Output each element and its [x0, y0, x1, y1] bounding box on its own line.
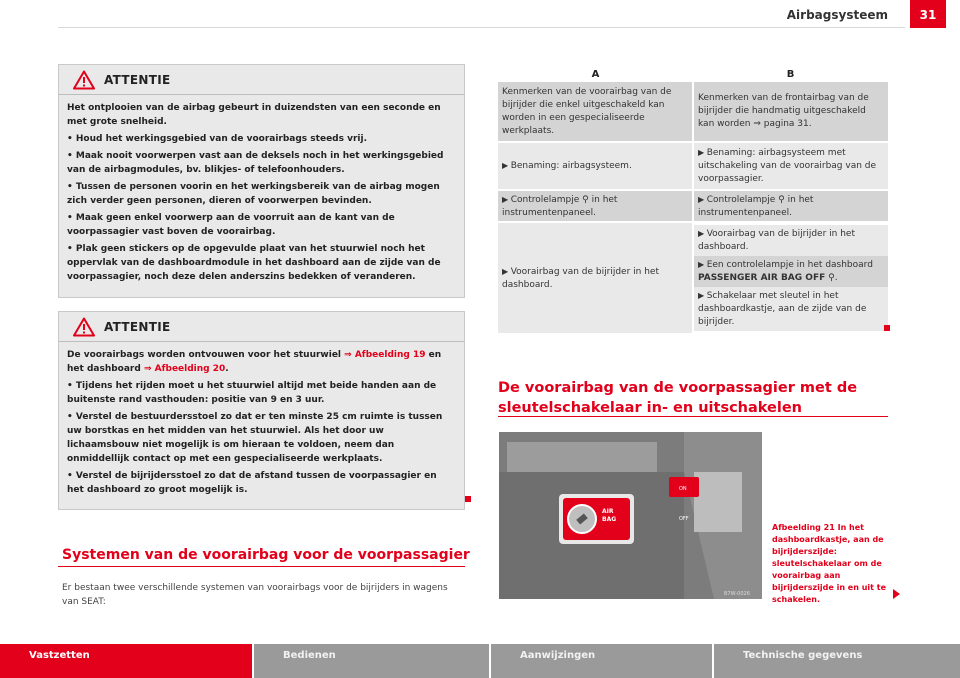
cell-text: Controlelampje [510, 194, 583, 205]
title-line: De voorairbag van de voorpassagier met de [498, 380, 858, 396]
table-cell [693, 142, 888, 190]
table-row [498, 82, 888, 142]
triangle-bullet-icon: ▶ [698, 148, 707, 157]
cell-text: Benaming: airbagsysteem. [510, 161, 632, 171]
footer-tab-technische-gegevens[interactable]: Technische gegevens [743, 650, 863, 661]
glovebox-photo [499, 432, 762, 599]
warning-bullet: • Tussen de personen voorin en het werkingsbereik van de airbag mogen zich verder geen personen, dieren of voorwerpen bevinden. [67, 180, 456, 208]
triangle-bullet-icon: ▶ [698, 194, 707, 204]
cell-text: Voorairbag van de bijrijder in het dashboard. [698, 229, 855, 252]
warning-intro [67, 348, 456, 376]
warning-header [59, 312, 464, 342]
page-number: 31 [910, 0, 946, 28]
table-cell [693, 222, 888, 334]
section-end-marker [884, 325, 890, 331]
triangle-bullet-icon: ▶ [698, 229, 707, 238]
warning-box-2 [58, 311, 465, 510]
warning-bullet: • Verstel de bijrijdersstoel zo dat de afstand tussen de voorpassagier en het dashboard zo groot mogelijk is. [67, 469, 456, 497]
intro-text: . [225, 364, 229, 374]
cell-text: Een controlelampje in het dashboard [706, 260, 873, 270]
cell-sub-item [694, 225, 888, 256]
airbag-lamp-icon: ⚲ [778, 194, 785, 205]
section-title-systems: Systemen van de voorairbag voor de voorpassagier [62, 547, 470, 563]
warning-bullet: • Houd het werkingsgebied van de voorairbags steeds vrij. [67, 132, 456, 146]
table-cell [498, 142, 693, 190]
warning-bullet: • Verstel de bestuurdersstoel zo dat er ten minste 25 cm ruimte is tussen uw borstkas en het midden van het stuurwiel. Als het door uw lichaamsbouw niet mogelijk is om hieraan te voldoen, neem dan onmiddellijk contact op met een gespecialiseerde werkplaats. [67, 410, 456, 466]
intro-text: en het dashboard [67, 350, 442, 374]
table-header-row [498, 66, 888, 82]
warning-paragraph: Het ontplooien van de airbag gebeurt in duizendsten van een seconde en met grote snelheid. [67, 103, 441, 127]
warning-header [59, 65, 464, 95]
warning-label: ATTENTIE [104, 72, 171, 87]
warning-body [59, 342, 464, 497]
column-header-a: A [591, 68, 600, 80]
footer-tab-aanwijzingen[interactable]: Aanwijzingen [491, 644, 714, 678]
warning-triangle-icon [73, 317, 95, 337]
cell-text: Schakelaar met sleutel in het dashboardkastje, aan de zijde van de bijrijder. [698, 291, 867, 327]
cell-sub-item [694, 256, 888, 287]
triangle-bullet-icon: ▶ [502, 194, 511, 204]
table-cell: Kenmerken van de frontairbag van de bijrijder die handmatig uitgeschakeld kan worden ⇒ pagina 31. [693, 82, 888, 142]
warning-box-1 [58, 64, 465, 298]
indicator-text: PASSENGER AIR BAG OFF [698, 273, 826, 283]
triangle-bullet-icon: ▶ [502, 161, 511, 170]
switch-label-bag: BAG [602, 516, 617, 523]
table-cell: Kenmerken van de voorairbag van de bijrijder die enkel uitgeschakeld kan worden in een gespecialiseerde werkplaats. [498, 82, 693, 142]
triangle-bullet-icon: ▶ [698, 291, 707, 300]
header-rule [58, 27, 905, 28]
warning-body [59, 95, 464, 284]
footer-tab-bedienen[interactable]: Bedienen [254, 644, 491, 678]
page-header-title: Airbagsysteem [786, 8, 888, 22]
airbag-comparison-table [498, 66, 888, 335]
cell-text: in het instrumentenpaneel. [502, 194, 618, 218]
cell-text: in het instrumentenpaneel. [698, 194, 814, 218]
table-row [498, 222, 888, 334]
table-row [498, 142, 888, 190]
continue-arrow-icon [893, 589, 900, 599]
warning-bullet: • Maak geen enkel voorwerp aan de voorruit aan de kant van de voorpassagier vast boven de voorairbag. [67, 211, 456, 239]
switch-label-air: AIR [602, 508, 614, 515]
title-line: sleutelschakelaar in- en uitschakelen [498, 400, 802, 416]
figure-caption: Afbeelding 21 In het dashboardkastje, aan de bijrijderszijde: sleutelschakelaar om de voorairbag aan bijrijderszijde in en uit te schakelen. [772, 523, 887, 604]
cell-text: Voorairbag van de bijrijder in het dashboard. [502, 266, 659, 290]
warning-bullet: • Plak geen stickers op de opgevulde plaat van het stuurwiel noch het oppervlak van de dashboardmodule in het dashboard aan de zijde van de voorpassagier, noch deze delen anderszins bedekken of veranderen. [67, 242, 456, 284]
section-end-marker [465, 496, 471, 502]
airbag-lamp-icon: ⚲ [582, 194, 589, 205]
column-header-b: B [786, 68, 795, 80]
table-cell [498, 190, 693, 222]
section-body-text: Er bestaan twee verschillende systemen van voorairbags voor de bijrijders in wagens van SEAT: [62, 583, 448, 607]
warning-label: ATTENTIE [104, 319, 171, 334]
footer-nav [0, 644, 960, 678]
cell-text: Benaming: airbagsysteem met uitschakeling van de voorairbag van de voorpassagier. [698, 148, 877, 184]
cell-text: Controlelampje [706, 194, 779, 205]
figure-20-link[interactable]: ⇒ Afbeelding 20 [143, 364, 226, 374]
section-rule [58, 566, 465, 567]
triangle-bullet-icon: ▶ [502, 266, 511, 276]
warning-bullet: • Maak nooit voorwerpen vast aan de deksels noch in het werkingsgebied van de airbagmodules, bv. blikjes- of telefoonhouders. [67, 149, 456, 177]
section-title-key-switch [498, 378, 857, 418]
switch-label-on: ON [679, 486, 687, 492]
cell-sub-item [694, 287, 888, 331]
switch-label-off: OFF [679, 516, 689, 522]
section-rule [498, 416, 888, 417]
table-cell [498, 222, 693, 334]
warning-bullet: • Tijdens het rijden moet u het stuurwiel altijd met beide handen aan de buitenste rand vasthouden: positie van 9 en 3 uur. [67, 379, 456, 407]
warning-triangle-icon [73, 70, 95, 90]
intro-text: De voorairbags worden ontvouwen voor het stuurwiel [67, 350, 345, 360]
triangle-bullet-icon: ▶ [698, 260, 707, 269]
table-cell [693, 190, 888, 222]
figure-19-link[interactable]: ⇒ Afbeelding 19 [344, 350, 426, 360]
footer-tab-vastzetten[interactable]: Vastzetten [0, 644, 254, 678]
table-row [498, 190, 888, 222]
figure-code: B7W-0026 [724, 591, 750, 597]
cell-text: ⚲. [825, 273, 838, 283]
glovebox-illustration [499, 432, 762, 599]
